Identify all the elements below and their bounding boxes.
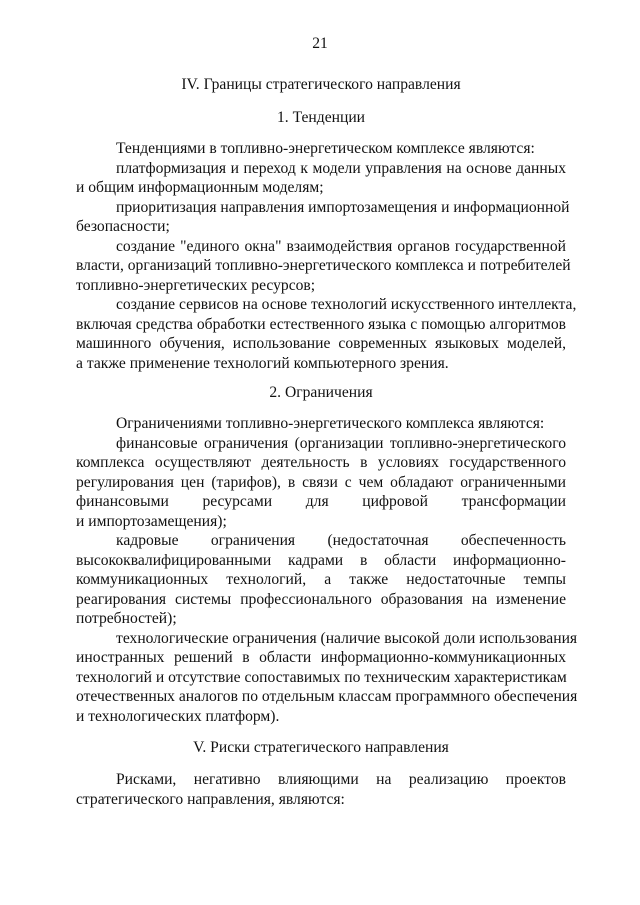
paragraph-line: а также применение технологий компьютерного зрения. [76,354,449,372]
paragraph-line: комплекса осуществляют деятельность в условиях государственного [76,454,566,471]
page-number: 21 [312,35,328,52]
paragraph-line: регулирования цен (тарифов), в связи с чем обладают ограниченными [76,473,566,491]
paragraph-line: Ограничениями топливно-энергетического комплекса являются: [116,415,545,432]
paragraph-line: безопасности; [76,218,170,235]
paragraph-line: кадровые ограничения (недостаточная обеспеченность [116,532,566,549]
paragraph-line: технологические ограничения (наличие высокой доли использования [116,629,578,647]
paragraph-line: и общим информационным моделям; [76,179,324,196]
subsection-1-title: 1. Тенденции [276,109,366,126]
paragraph-line: потребностей); [76,610,177,627]
paragraph-line: включая средства обработки естественного языка с помощью алгоритмов [76,315,566,333]
paragraph-line: и технологических платформ). [76,707,280,725]
subsection-1-body [76,139,577,373]
paragraph-line: топливно-энергетических ресурсов; [76,276,316,294]
section-5-title: V. Риски стратегического направления [193,739,449,756]
subsection-2-title: 2. Ограничения [269,384,373,401]
paragraph-line: отечественных аналогов по отдельным классам программного обеспечения [76,688,578,705]
paragraph-line: создание сервисов на основе технологий искусственного интеллекта, [116,296,577,313]
subsection-2-body [76,414,578,726]
paragraph-line: и импортозамещения); [76,512,227,530]
paragraph-line: создание "единого окна" взаимодействия органов государственной [116,237,566,255]
section-5-body [76,770,566,809]
paragraph-line: Рисками, негативно влияющими на реализацию проектов [116,771,566,788]
paragraph-line: реагирования системы профессионального образования на изменение [76,590,566,608]
paragraph-line: финансовые ограничения (организации топливно-энергетического [116,434,566,452]
paragraph-line: платформизация и переход к модели управления на основе данных [116,159,566,177]
paragraph-line: власти, организаций топливно-энергетического комплекса и потребителей [76,257,571,274]
paragraph-line: Тенденциями в топливно-энергетическом комплексе являются: [116,140,535,157]
paragraph-line: коммуникационных технологий, а также недостаточные темпы [76,571,566,588]
paragraph-line: технологий и отсутствие сопоставимых по техническим характеристикам [76,668,567,686]
paragraph-line: высококвалифицированными кадрами в области информационно- [76,551,566,569]
section-4-title: IV. Границы стратегического направления [181,76,461,93]
paragraph-line: финансовыми ресурсами для цифровой трансформации [76,493,566,510]
paragraph-line: иностранных решений в области информационно-коммуникационных [76,649,566,666]
paragraph-line: приоритизация направления импортозамещения и информационной [116,198,570,216]
paragraph-line: стратегического направления, являются: [76,790,345,808]
paragraph-line: машинного обучения, использование современных языковых моделей, [76,335,566,352]
